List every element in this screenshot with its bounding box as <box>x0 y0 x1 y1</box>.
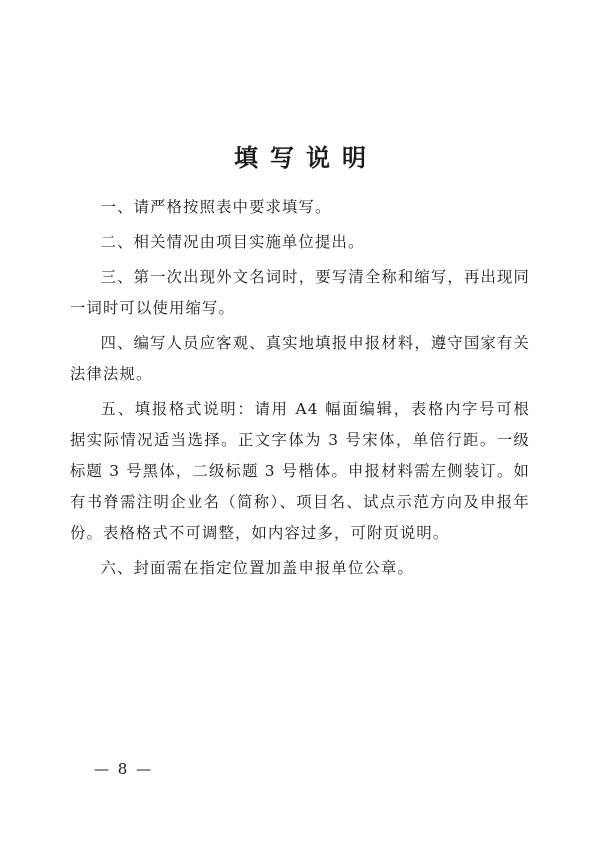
instruction-paragraph-5: 五、填报格式说明：请用 A4 幅面编辑，表格内字号可根据实际情况适当选择。正文字体为 3 号宋体，单倍行距。一级标题 3 号黑体，二级标题 3 号楷体。申报材料需左侧装订。如有书脊需注明企业名（简称）、项目名、试点示范方向及申报年份。表格格式不可调整，如内容过多，可附页说明。 <box>70 400 530 542</box>
instructions-body <box>70 192 530 588</box>
page-title: 填写说明 <box>234 143 378 172</box>
instruction-paragraph-3: 三、第一次出现外文名词时，要写清全称和缩写，再出现同一词时可以使用缩写。 <box>70 268 530 317</box>
instruction-paragraph-1: 一、请严格按照表中要求填写。 <box>100 198 332 216</box>
instruction-paragraph-6: 六、封面需在指定位置加盖申报单位公章。 <box>100 559 415 577</box>
instruction-paragraph-4: 四、编写人员应客观、真实地填报申报材料，遵守国家有关法律法规。 <box>70 334 530 383</box>
page-number: — 8 — <box>94 760 154 778</box>
instruction-paragraph-2: 二、相关情况由项目实施单位提出。 <box>100 233 365 251</box>
